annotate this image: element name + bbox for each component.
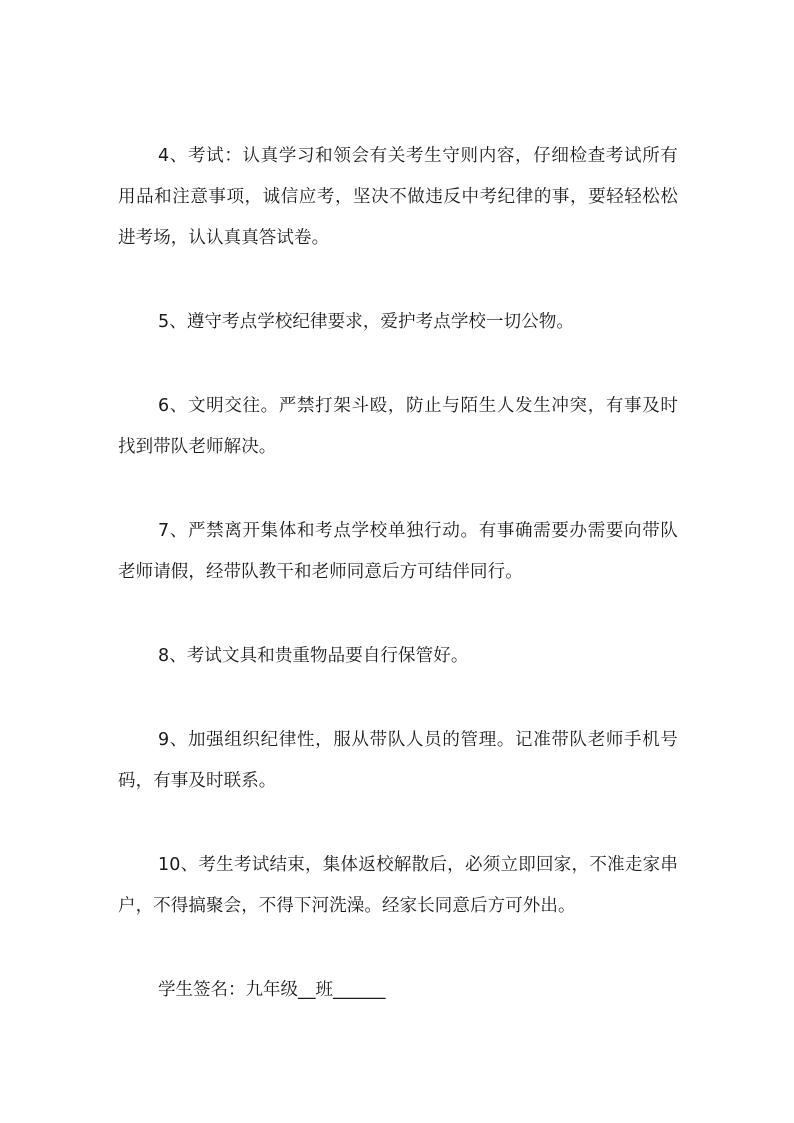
paragraph-item-10: 10、考生考试结束，集体返校解散后，必须立即回家，不准走家串户，不得搞聚会，不得下河洗澡。经家长同意后方可外出。 (118, 855, 678, 916)
paragraph-item-5: 5、遵守考点学校纪律要求，爱护考点学校一切公物。 (158, 312, 575, 332)
document-body (118, 136, 678, 1011)
paragraph-item-8: 8、考试文具和贵重物品要自行保管好。 (158, 646, 469, 666)
signature-line: 学生签名：九年级__班______ (158, 980, 386, 1000)
paragraph-item-9: 9、加强组织纪律性，服从带队人员的管理。记准带队老师手机号码，有事及时联系。 (118, 730, 678, 791)
paragraph-item-4: 4、考试：认真学习和领会有关考生守则内容，仔细检查考试所有用品和注意事项，诚信应考，坚决不做违反中考纪律的事，要轻轻松松进考场，认认真真答试卷。 (118, 146, 678, 248)
paragraph-item-6: 6、文明交往。严禁打架斗殴，防止与陌生人发生冲突，有事及时找到带队老师解决。 (118, 396, 678, 457)
paragraph-item-7: 7、严禁离开集体和考点学校单独行动。有事确需要办需要向带队老师请假，经带队教干和老师同意后方可结伴同行。 (118, 521, 678, 582)
